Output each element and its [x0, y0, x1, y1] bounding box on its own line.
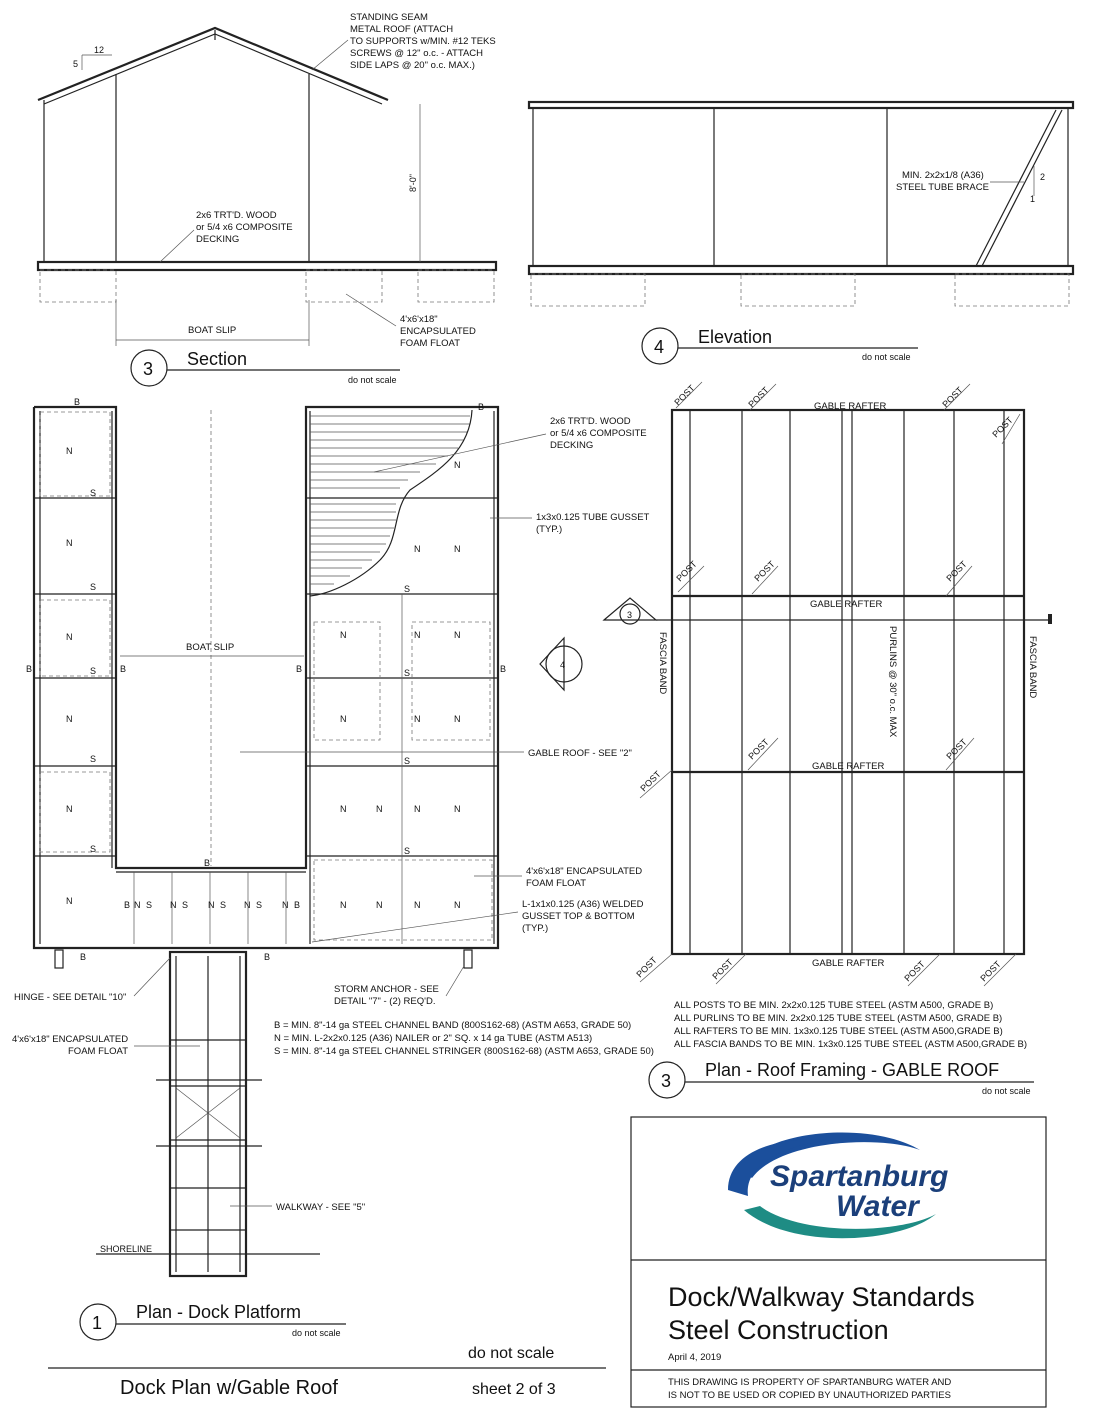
- dock-float-note: [526, 866, 642, 889]
- svg-text:N: N: [376, 804, 383, 814]
- svg-text:S: S: [182, 900, 189, 910]
- section-float-note: [400, 314, 476, 349]
- svg-text:S: S: [404, 846, 411, 856]
- svg-text:S: S: [90, 844, 97, 854]
- svg-text:N: N: [170, 900, 177, 910]
- slope-rise: 2: [1040, 172, 1046, 182]
- svg-text:METAL ROOF (ATTACH: METAL ROOF (ATTACH: [350, 24, 454, 35]
- float: [418, 270, 494, 302]
- float: [955, 274, 1069, 306]
- section-decking-note: [196, 210, 293, 245]
- svg-text:N: N: [454, 714, 461, 724]
- welded-gusset-note: [522, 899, 644, 934]
- dock-plan-number: 1: [92, 1313, 103, 1333]
- leader: [446, 966, 464, 996]
- svg-text:B = MIN. 8"-14 ga STEEL CHANNE: B = MIN. 8"-14 ga STEEL CHANNEL BAND (800S162-68) (ASTM A653, GRADE 50): [274, 1020, 632, 1031]
- svg-text:POST: POST: [638, 769, 663, 794]
- rafter-label: GABLE RAFTER: [814, 401, 887, 412]
- svg-text:B: B: [80, 952, 87, 962]
- fascia-label: FASCIA BAND: [1027, 636, 1038, 699]
- hinge: [464, 950, 472, 968]
- svg-text:POST: POST: [710, 957, 735, 982]
- svg-text:ENCAPSULATED: ENCAPSULATED: [400, 326, 476, 337]
- svg-text:N: N: [244, 900, 251, 910]
- svg-text:B: B: [296, 664, 303, 674]
- disclaimer: [668, 1377, 951, 1401]
- svg-text:4'x6'x18" ENCAPSULATED: 4'x6'x18" ENCAPSULATED: [526, 866, 643, 877]
- svg-text:2x6 TRT'D. WOOD: 2x6 TRT'D. WOOD: [550, 416, 631, 427]
- height-dim: 8'-0": [408, 174, 418, 192]
- pitch-run: 12: [94, 45, 105, 55]
- svg-text:N: N: [414, 544, 421, 554]
- svg-text:N: N: [414, 714, 421, 724]
- svg-text:N: N: [340, 804, 347, 814]
- leader: [312, 40, 348, 70]
- svg-text:B: B: [294, 900, 301, 910]
- svg-text:ALL POSTS TO BE MIN. 2x2x0.125: ALL POSTS TO BE MIN. 2x2x0.125 TUBE STEEL (ASTM A500, GRADE B): [674, 1000, 994, 1011]
- float: [40, 600, 110, 676]
- svg-text:S: S: [90, 666, 97, 676]
- storm-anchor-note: [334, 984, 439, 1007]
- svg-text:B: B: [26, 664, 33, 674]
- hinge: [55, 950, 63, 968]
- svg-text:N: N: [66, 804, 73, 814]
- svg-text:L-1x1x0.125 (A36) WELDED: L-1x1x0.125 (A36) WELDED: [522, 899, 644, 910]
- svg-text:N = MIN. L-2x2x0.125 (A36) NAI: N = MIN. L-2x2x0.125 (A36) NAILER or 2" SQ. x 14 ga TUBE (ASTM A513): [274, 1033, 593, 1044]
- svg-text:POST: POST: [902, 959, 927, 984]
- svg-text:MIN. 2x2x1/8 (A36): MIN. 2x2x1/8 (A36): [902, 170, 984, 181]
- svg-text:N: N: [66, 446, 73, 456]
- svg-text:N: N: [208, 900, 215, 910]
- title-block: [631, 1117, 1046, 1407]
- logo-line1: Spartanburg: [770, 1160, 949, 1193]
- svg-text:STANDING SEAM: STANDING SEAM: [350, 12, 428, 23]
- fascia: [529, 102, 1073, 108]
- roof-note: [350, 12, 496, 71]
- section-view: [38, 12, 496, 386]
- svg-text:N: N: [376, 900, 383, 910]
- section-slip-label: BOAT SLIP: [188, 325, 237, 336]
- shoreline-label: SHORELINE: [100, 1244, 153, 1254]
- svg-text:POST: POST: [634, 955, 659, 980]
- title-line2: Steel Construction: [668, 1315, 889, 1345]
- title-line1: Dock/Walkway Standards: [668, 1282, 975, 1312]
- leader: [346, 294, 396, 326]
- section-number: 3: [143, 359, 154, 379]
- svg-text:S: S: [146, 900, 153, 910]
- leader: [160, 230, 194, 262]
- svg-text:1x3x0.125 TUBE GUSSET: 1x3x0.125 TUBE GUSSET: [536, 512, 650, 523]
- pitch-rise: 5: [73, 59, 79, 69]
- elevation-number: 4: [654, 337, 665, 357]
- dock-plan-scale: do not scale: [292, 1328, 341, 1338]
- deck: [38, 262, 496, 270]
- elevation-view: [529, 102, 1073, 364]
- svg-text:SIDE LAPS @ 20" o.c. MAX.): SIDE LAPS @ 20" o.c. MAX.): [350, 60, 475, 71]
- svg-text:DECKING: DECKING: [550, 440, 594, 451]
- leader: [312, 912, 518, 942]
- svg-text:S = MIN. 8"-14 ga STEEL CHANNE: S = MIN. 8"-14 ga STEEL CHANNEL STRINGER (800S162-68) (ASTM A653, GRADE 50): [274, 1046, 654, 1057]
- drawing-title: Dock Plan w/Gable Roof: [120, 1377, 338, 1399]
- svg-text:POST: POST: [674, 559, 699, 584]
- svg-text:4'x6'x18": 4'x6'x18": [400, 314, 438, 325]
- svg-text:TO SUPPORTS w/MIN. #12 TEKS: TO SUPPORTS w/MIN. #12 TEKS: [350, 36, 496, 47]
- svg-text:POST: POST: [990, 415, 1015, 440]
- deck: [529, 266, 1073, 274]
- svg-text:S: S: [220, 900, 227, 910]
- svg-text:ALL RAFTERS TO BE MIN. 1x3x0.1: ALL RAFTERS TO BE MIN. 1x3x0.125 TUBE STEEL (ASTM A500,GRADE B): [674, 1026, 1003, 1037]
- svg-text:S: S: [404, 756, 411, 766]
- svg-text:N: N: [414, 900, 421, 910]
- svg-text:or 5/4 x6 COMPOSITE: or 5/4 x6 COMPOSITE: [550, 428, 647, 439]
- svg-text:S: S: [90, 754, 97, 764]
- elevation-cut-marker: [540, 638, 582, 690]
- svg-text:or 5/4 x6 COMPOSITE: or 5/4 x6 COMPOSITE: [196, 222, 293, 233]
- svg-text:POST: POST: [752, 559, 777, 584]
- rafter-label: GABLE RAFTER: [812, 958, 885, 969]
- slope-run: 1: [1030, 194, 1036, 204]
- svg-text:N: N: [454, 544, 461, 554]
- svg-text:SCREWS @ 12" o.c. - ATTACH: SCREWS @ 12" o.c. - ATTACH: [350, 48, 484, 59]
- svg-text:S: S: [90, 582, 97, 592]
- roof-plan-number: 3: [661, 1071, 672, 1091]
- svg-text:N: N: [454, 900, 461, 910]
- svg-text:N: N: [66, 538, 73, 548]
- section-scale: do not scale: [348, 375, 397, 385]
- tube-brace: [982, 110, 1062, 266]
- svg-text:POST: POST: [746, 737, 771, 762]
- purlins-label: PURLINS @ 30" o.c. MAX: [887, 626, 898, 738]
- dock-decking-note: [550, 416, 647, 451]
- svg-text:3: 3: [627, 610, 633, 620]
- svg-text:N: N: [454, 630, 461, 640]
- svg-text:POST: POST: [746, 385, 771, 410]
- svg-text:S: S: [404, 668, 411, 678]
- member-legend: [274, 1020, 654, 1057]
- float: [306, 270, 382, 302]
- svg-text:N: N: [454, 460, 461, 470]
- float: [40, 412, 110, 496]
- member-letters: [26, 397, 506, 962]
- svg-text:FOAM FLOAT: FOAM FLOAT: [68, 1046, 128, 1057]
- sheet-number: sheet 2 of 3: [472, 1381, 556, 1398]
- svg-text:STORM ANCHOR - SEE: STORM ANCHOR - SEE: [334, 984, 439, 995]
- svg-text:N: N: [66, 714, 73, 724]
- roof-notes: [674, 1000, 1027, 1050]
- svg-text:POST: POST: [978, 959, 1003, 984]
- decking-hatch: [310, 410, 472, 596]
- svg-text:B: B: [120, 664, 127, 674]
- svg-text:N: N: [134, 900, 141, 910]
- float: [40, 270, 116, 302]
- svg-text:POST: POST: [944, 559, 969, 584]
- svg-text:POST: POST: [672, 383, 697, 408]
- issue-date: April 4, 2019: [668, 1352, 722, 1363]
- float: [40, 772, 110, 852]
- hinge-note: HINGE - SEE DETAIL "10": [14, 992, 127, 1003]
- svg-text:B: B: [264, 952, 271, 962]
- leader: [134, 958, 170, 996]
- svg-text:N: N: [282, 900, 289, 910]
- brace-note: [896, 170, 989, 193]
- svg-text:FOAM FLOAT: FOAM FLOAT: [400, 338, 460, 349]
- walkway-note: WALKWAY - SEE "5": [276, 1202, 366, 1213]
- svg-text:N: N: [454, 804, 461, 814]
- svg-text:S: S: [90, 488, 97, 498]
- svg-text:THIS DRAWING IS PROPERTY OF SP: THIS DRAWING IS PROPERTY OF SPARTANBURG WATER AND: [668, 1377, 952, 1388]
- svg-text:N: N: [340, 714, 347, 724]
- dock-plan-title: Plan - Dock Platform: [136, 1302, 302, 1322]
- svg-text:B: B: [500, 664, 507, 674]
- float: [412, 622, 490, 740]
- svg-text:GUSSET TOP & BOTTOM: GUSSET TOP & BOTTOM: [522, 911, 635, 922]
- svg-text:N: N: [66, 632, 73, 642]
- roof-plan-scale: do not scale: [982, 1086, 1031, 1096]
- svg-text:B: B: [204, 858, 211, 868]
- rafter-label: GABLE RAFTER: [810, 599, 883, 610]
- fascia-label: FASCIA BAND: [657, 632, 668, 695]
- svg-text:S: S: [404, 584, 411, 594]
- svg-text:IS NOT TO BE USED OR COPIED BY: IS NOT TO BE USED OR COPIED BY UNAUTHORIZED PARTIES: [668, 1390, 951, 1401]
- elevation-title: Elevation: [698, 327, 773, 347]
- svg-text:ALL FASCIA BANDS TO BE MIN. 1x: ALL FASCIA BANDS TO BE MIN. 1x3x0.125 TUBE STEEL (ASTM A500,GRADE B): [674, 1039, 1028, 1050]
- spartanburg-water-logo: [728, 1133, 948, 1239]
- roof-outline: [672, 410, 1024, 954]
- rafter-label: GABLE RAFTER: [812, 761, 885, 772]
- svg-text:DETAIL "7" - (2) REQ'D.: DETAIL "7" - (2) REQ'D.: [334, 996, 436, 1007]
- footer: [48, 1345, 606, 1399]
- elevation-scale: do not scale: [862, 352, 911, 362]
- section-title: Section: [187, 349, 248, 369]
- post-labels: [634, 382, 1020, 986]
- roof-plan: [634, 382, 1038, 1098]
- float: [314, 622, 380, 740]
- footer-scale: do not scale: [468, 1345, 555, 1362]
- svg-text:N: N: [340, 630, 347, 640]
- float: [531, 274, 645, 306]
- svg-text:B: B: [124, 900, 131, 910]
- svg-text:N: N: [414, 630, 421, 640]
- roof-line: [38, 28, 388, 100]
- svg-text:S: S: [256, 900, 263, 910]
- dock-slip-label: BOAT SLIP: [186, 642, 235, 653]
- svg-text:(TYP.): (TYP.): [536, 524, 563, 535]
- svg-text:FOAM FLOAT: FOAM FLOAT: [526, 878, 586, 889]
- svg-text:4: 4: [560, 660, 566, 670]
- gusset-note: [536, 512, 650, 535]
- gable-roof-note: GABLE ROOF - SEE "2": [528, 748, 632, 759]
- roof-plan-title: Plan - Roof Framing - GABLE ROOF: [705, 1060, 1000, 1080]
- svg-text:N: N: [340, 900, 347, 910]
- svg-text:ALL PURLINS TO BE MIN. 2x2x0.1: ALL PURLINS TO BE MIN. 2x2x0.125 TUBE STEEL (ASTM A500, GRADE B): [674, 1013, 1003, 1024]
- svg-text:B: B: [478, 402, 485, 412]
- svg-text:N: N: [414, 804, 421, 814]
- svg-text:STEEL TUBE BRACE: STEEL TUBE BRACE: [896, 182, 989, 193]
- svg-text:N: N: [66, 896, 73, 906]
- svg-text:B: B: [74, 397, 81, 407]
- logo-line2: Water: [836, 1190, 919, 1223]
- svg-text:4'x6'x18" ENCAPSULATED: 4'x6'x18" ENCAPSULATED: [12, 1034, 129, 1045]
- float: [741, 274, 855, 306]
- svg-text:POST: POST: [944, 737, 969, 762]
- walkway-float-note: [12, 1034, 128, 1057]
- svg-text:(TYP.): (TYP.): [522, 923, 549, 934]
- svg-text:DECKING: DECKING: [196, 234, 240, 245]
- svg-text:POST: POST: [940, 385, 965, 410]
- svg-text:2x6 TRT'D. WOOD: 2x6 TRT'D. WOOD: [196, 210, 277, 221]
